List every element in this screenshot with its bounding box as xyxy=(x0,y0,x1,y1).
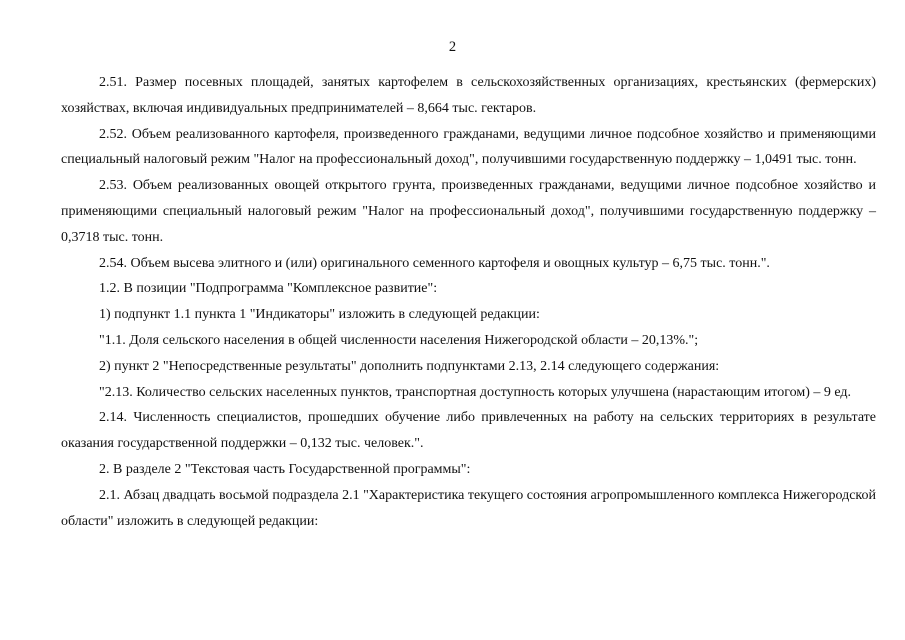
paragraph-2-52: 2.52. Объем реализованного картофеля, произведенного гражданами, ведущими личное подсобное хозяйство и применяющими специальный налоговый режим "Налог на профессиональный доход", получившими государственную поддержку – 1,0491 тыс. тонн. xyxy=(61,126,876,168)
paragraph-subitem-1: 1) подпункт 1.1 пункта 1 "Индикаторы" изложить в следующей редакции: xyxy=(99,307,540,323)
paragraph-1-2: 1.2. В позиции "Подпрограмма "Комплексное развитие": xyxy=(99,281,438,297)
paragraph-2-14: 2.14. Численность специалистов, прошедших обучение либо привлеченных на работу на сельских территориях в результате оказания государственной поддержки – 0,132 тыс. человек.". xyxy=(61,410,876,452)
page-number: 2 xyxy=(448,39,457,55)
paragraph-section-2: 2. В разделе 2 "Текстовая часть Государственной программы": xyxy=(99,461,471,477)
paragraph-1-1-indicator: "1.1. Доля сельского населения в общей численности населения Нижегородской области – 20,13%."; xyxy=(99,332,699,348)
paragraph-2-54: 2.54. Объем высева элитного и (или) оригинального семенного картофеля и овощных культур – 6,75 тыс. тонн.". xyxy=(99,255,770,271)
paragraph-2-1: 2.1. Абзац двадцать восьмой подраздела 2.1 "Характеристика текущего состояния агропромышленного комплекса Нижегородской области" изложить в следующей редакции: xyxy=(61,487,876,529)
paragraph-2-13: "2.13. Количество сельских населенных пунктов, транспортная доступность которых улучшена (нарастающим итогом) – 9 ед. xyxy=(99,384,852,400)
paragraph-2-53: 2.53. Объем реализованных овощей открытого грунта, произведенных гражданами, ведущими личное подсобное хозяйство и применяющими специальный налоговый режим "Налог на профессиональный доход", получившими государственную поддержку – 0,3718 тыс. тонн. xyxy=(61,178,876,245)
document-body xyxy=(61,70,876,534)
paragraph-2-51: 2.51. Размер посевных площадей, занятых картофелем в сельскохозяйственных организациях, крестьянских (фермерских) хозяйствах, включая индивидуальных предпринимателей – 8,664 тыс. гектаров. xyxy=(61,75,876,116)
paragraph-subitem-2: 2) пункт 2 "Непосредственные результаты" дополнить подпунктами 2.13, 2.14 следующего содержания: xyxy=(99,358,720,374)
